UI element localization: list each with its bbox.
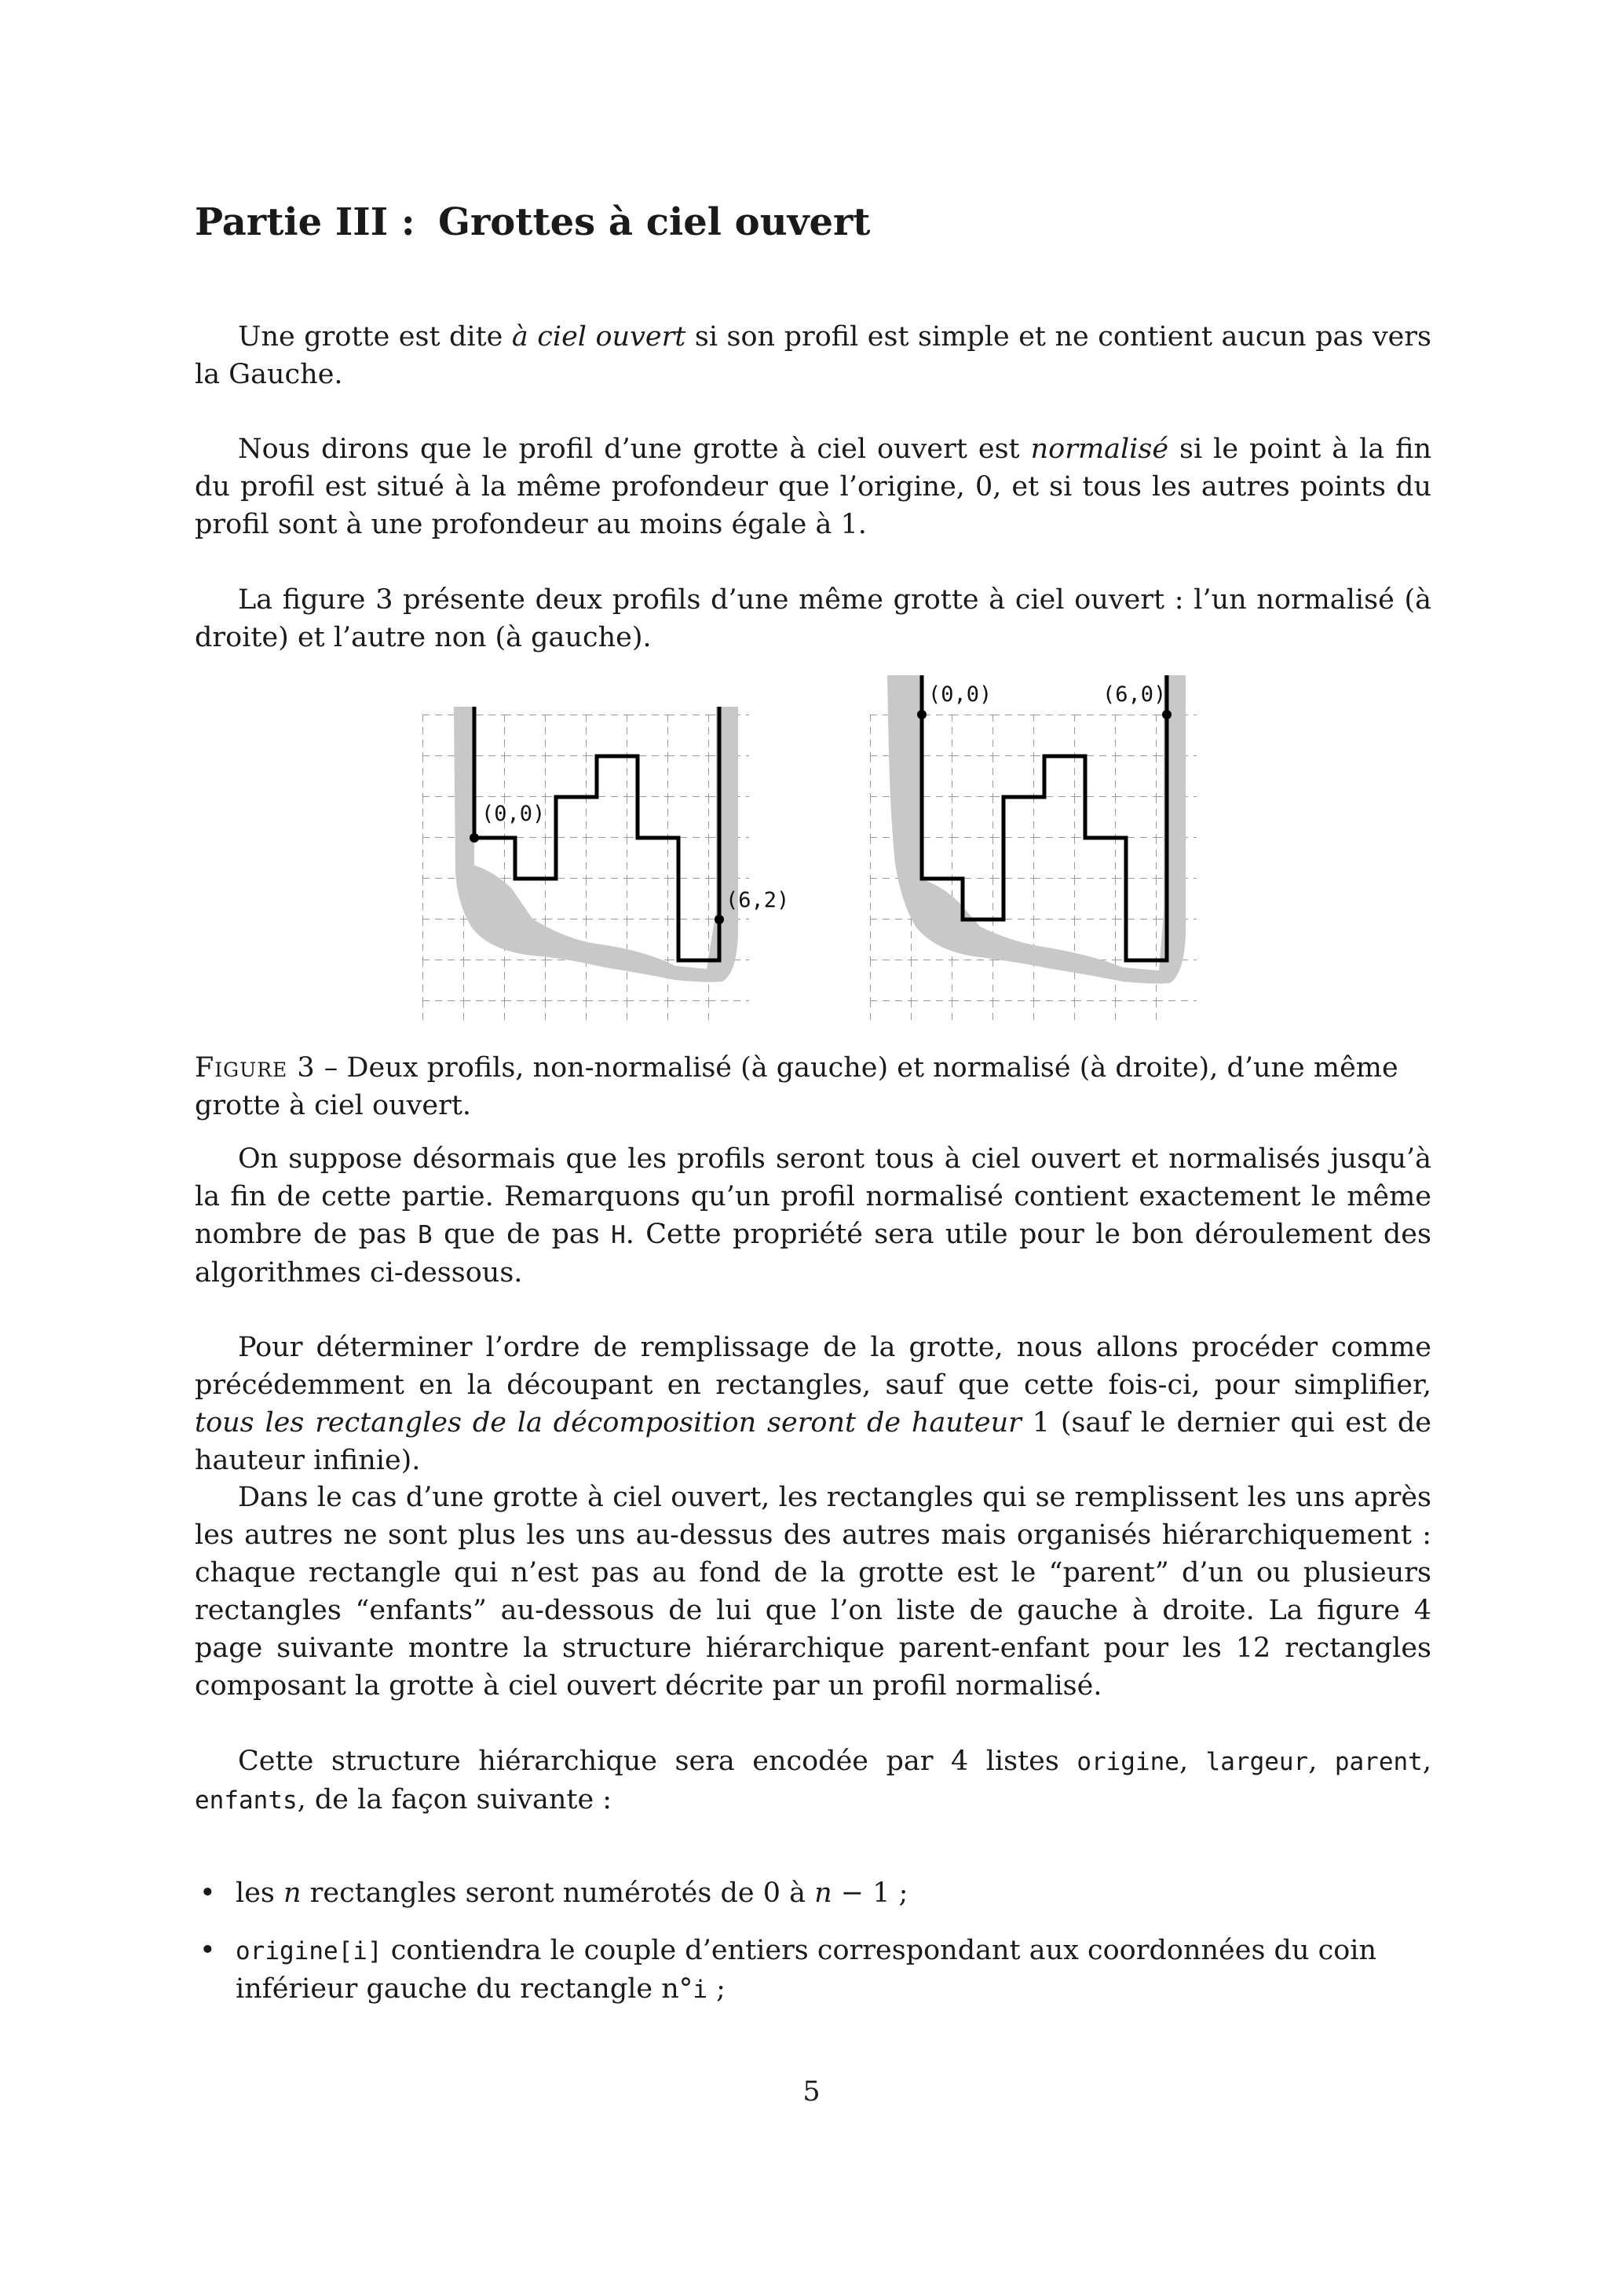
list-item: • les n rectangles seront numérotés de 0 à n − 1 ; <box>236 1874 1433 1912</box>
section-number: Partie III : <box>195 200 415 244</box>
start-point-right <box>917 710 927 719</box>
paragraph-definition: Une grotte est dite à ciel ouvert si son profil est simple et ne contient aucun pas vers la Gauche. <box>195 321 1431 390</box>
paragraph-hypothesis: On suppose désormais que les profils seront tous à ciel ouvert et normalisés jusqu’à la fin de cette partie. Remarquons qu’un profil normalisé contient exactement le même nombre de pas B que de pas H. Cette propriété sera utile pour le bon déroulement des algorithmes ci-dessous. <box>195 1143 1431 1289</box>
list-item: • origine[i] contiendra le couple d’entiers correspondant aux coordonnées du coin inférieur gauche du rectangle n°i ; <box>236 1932 1433 2009</box>
profile-right <box>870 675 1197 1025</box>
figure-3 <box>408 675 1225 1036</box>
end-point-right <box>1162 710 1172 719</box>
end-point-left <box>715 915 724 924</box>
end-label-right: (6,0) <box>1102 682 1167 707</box>
figure-caption: Figure 3 – Deux profils, non-normalisé (à gauche) et normalisé (à droite), d’une même grotte à ciel ouvert. <box>195 1052 1398 1121</box>
bullet-icon: • <box>199 1877 216 1909</box>
paragraph-figure-intro: La figure 3 présente deux profils d’une même grotte à ciel ouvert : l’un normalisé (à droite) et l’autre non (à gauche). <box>195 584 1431 653</box>
paragraph-encoding: Cette structure hiérarchique sera encodée par 4 listes origine, largeur, parent, enfants, de la façon suivante : <box>195 1746 1431 1815</box>
page-number: 5 <box>802 2076 821 2108</box>
paragraph-hierarchy: Dans le cas d’une grotte à ciel ouvert, les rectangles qui se remplissent les uns après les autres ne sont plus les uns au-dessus des autres mais organisés hiérarchiquement : chaque rectangle qui n’est pas au fond de la grotte est le “parent” d’un ou plusieurs rectangles “enfants” au-dessous de lui que l’on liste de gauche à droite. La figure 4 page suivante montre la structure hiérarchique parent-enfant pour les 12 rectangles composant la grotte à ciel ouvert décrite par un profil normalisé. <box>195 1482 1431 1702</box>
paragraph-decomposition: Pour déterminer l’ordre de remplissage de la grotte, nous allons procéder comme précédemment en la découpant en rectangles, sauf que cette fois-ci, pour simplifier, tous les rectangles de la décomposition seront de hauteur 1 (sauf le dernier qui est de hauteur infinie). <box>195 1332 1432 1476</box>
section-heading <box>195 200 870 244</box>
paragraph-normalise: Nous dirons que le profil d’une grotte à ciel ouvert est normalisé si le point à la fin du profil est situé à la même profondeur que l’origine, 0, et si tous les autres points du profil sont à une profondeur au moins égale à 1. <box>195 433 1431 540</box>
section-title: Grottes à ciel ouvert <box>438 200 871 244</box>
end-label-left: (6,2) <box>726 888 790 912</box>
profile-left <box>422 675 789 1025</box>
start-label-right: (0,0) <box>928 682 992 707</box>
start-point-left <box>470 833 479 843</box>
start-label-left: (0,0) <box>481 802 546 826</box>
bullet-icon: • <box>199 1935 216 1966</box>
